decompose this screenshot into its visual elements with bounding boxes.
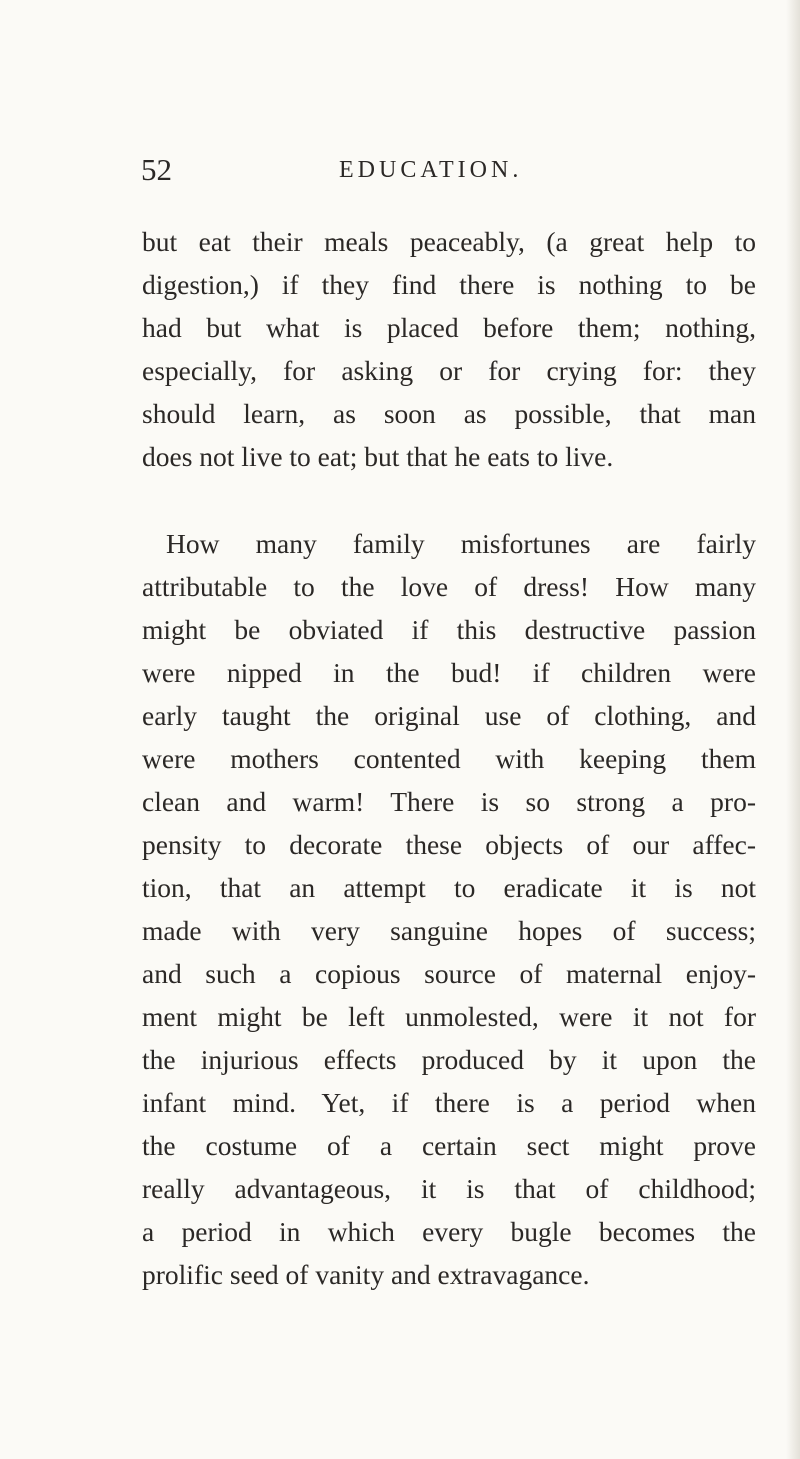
paragraph-gap [142,478,756,522]
text-line: should learn, as soon as possible, that man [142,398,756,429]
text-line: attributable to the love of dress! How many [142,571,756,602]
text-line: does not live to eat; but that he eats to live. [142,441,614,472]
text-line: early taught the original use of clothing, and [142,700,756,731]
text-line: the costume of a certain sect might prove [142,1130,756,1161]
text-line: infant mind. Yet, if there is a period when [142,1087,756,1118]
text-line: tion, that an attempt to eradicate it is not [142,872,756,903]
page-number: 52 [141,152,172,187]
text-line: made with very sanguine hopes of success; [142,915,756,946]
running-head: EDUCATION. [339,157,523,183]
page-edge-shadow [786,0,800,1459]
body-text [142,220,756,1296]
text-line: How many family misfortunes are fairly [166,528,756,559]
text-line: might be obviated if this destructive passion [142,614,756,645]
text-line: pensity to decorate these objects of our affec- [142,829,756,860]
text-line: the injurious effects produced by it upon the [142,1044,756,1075]
text-line: clean and warm! There is so strong a pro- [142,786,756,817]
text-line: had but what is placed before them; nothing, [142,312,756,343]
text-line: digestion,) if they find there is nothing to be [142,269,756,300]
text-line: were nipped in the bud! if children were [142,657,756,688]
text-line: especially, for asking or for crying for: they [142,355,756,386]
text-line: and such a copious source of maternal enjoy- [142,958,756,989]
text-line: a period in which every bugle becomes the [142,1216,756,1247]
text-line: prolific seed of vanity and extravagance. [142,1259,590,1290]
text-line: were mothers contented with keeping them [142,743,756,774]
text-line: ment might be left unmolested, were it not for [142,1001,756,1032]
page-header [141,150,701,190]
paragraph-1 [142,220,756,478]
text-line: really advantageous, it is that of childhood; [142,1173,756,1204]
paragraph-2 [142,522,756,1296]
text-line: but eat their meals peaceably, (a great help to [142,226,756,257]
